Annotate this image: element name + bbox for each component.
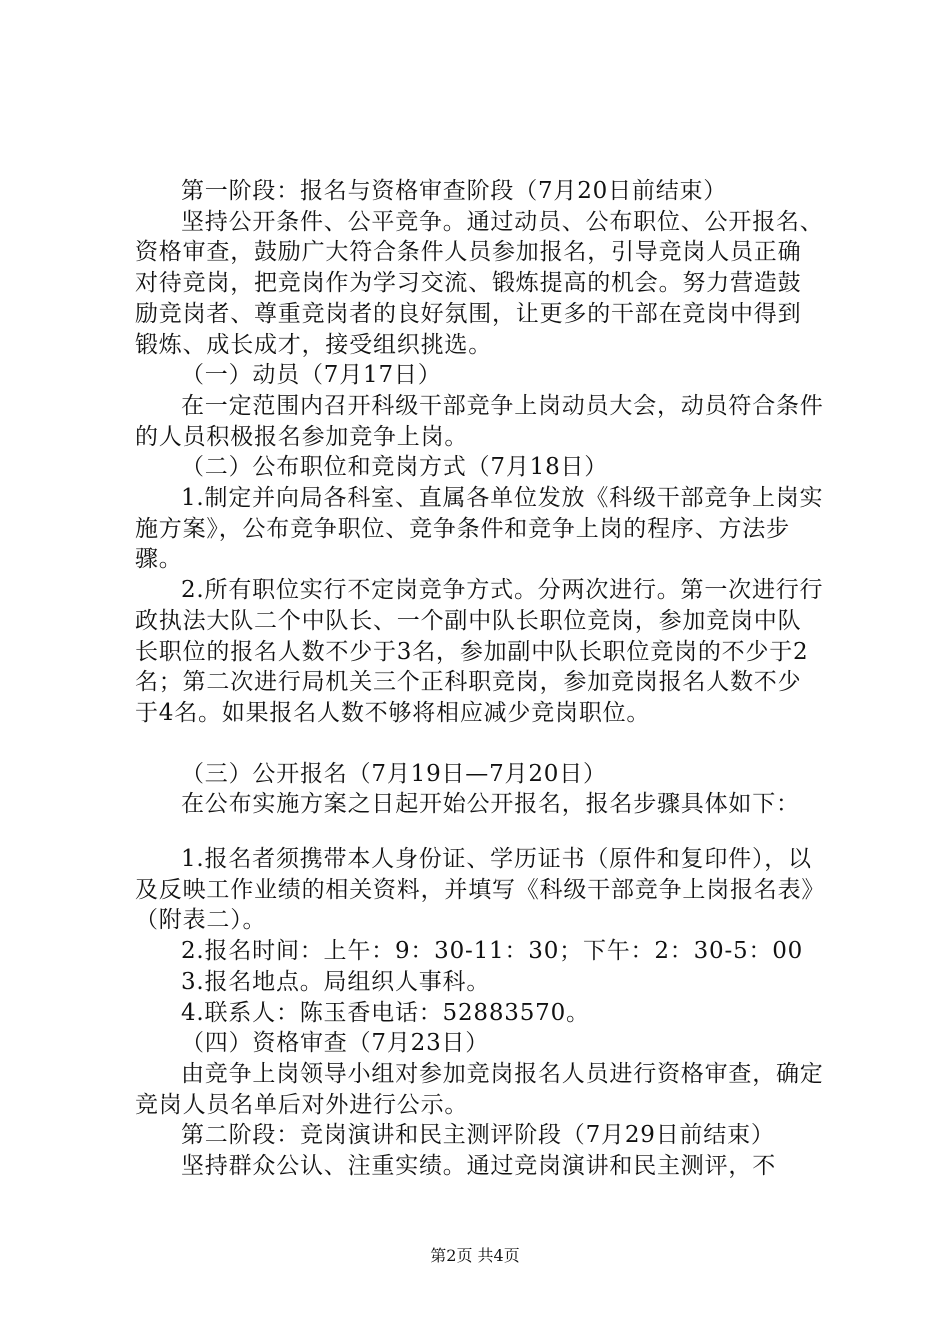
registration-intro: 在公布实施方案之日起开始公开报名，报名步骤具体如下：: [181, 791, 800, 818]
page-footer: 第2页 共4页: [430, 1246, 520, 1265]
stage-two-heading: 第二阶段：竞岗演讲和民主测评阶段（7月29日前结束）: [181, 1122, 775, 1149]
registration-item-1: 1.报名者须携带本人身份证、学历证书（原件和复印件），以及反映工作业绩的相关资料，并填写《科级干部竞争上岗报名表》（附表二）。: [135, 846, 814, 934]
document-body: [135, 176, 825, 1182]
section-qualification-heading: （四）资格审查（7月23日）: [181, 1030, 490, 1057]
announce-item-2: 2.所有职位实行不定岗竞争方式。分两次进行。第一次进行行政执法大队二个中队长、一个副中队长职位竞岗，参加竞岗中队长职位的报名人数不少于3名，参加副中队长职位竞岗的不少于2名；第二次进行局机关三个正科职竞岗，参加竞岗报名人数不少于4名。如果报名人数不够将相应减少竞岗职位。: [135, 577, 824, 726]
announce-item-1: 1.制定并向局各科室、直属各单位发放《科级干部竞争上岗实施方案》，公布竞争职位、竞争条件和竞争上岗的程序、方法步骤。: [135, 485, 824, 573]
stage-one-heading: 第一阶段：报名与资格审查阶段（7月20日前结束）: [181, 178, 728, 204]
section-mobilization-heading: （一）动员（7月17日）: [181, 362, 442, 389]
stage-two-description: 坚持群众公认、注重实绩。通过竞岗演讲和民主测评，不: [181, 1153, 776, 1180]
qualification-text: 由竞争上岗领导小组对参加竞岗报名人员进行资格审查，确定竞岗人员名单后对外进行公示。: [135, 1060, 824, 1118]
registration-item-2: 2.报名时间：上午：9：30-11：30；下午：2：30-5：00: [181, 938, 804, 965]
registration-item-4: 4.联系人：陈玉香电话：52883570。: [181, 999, 590, 1026]
section-mobilization-text: 在一定范围内召开科级干部竞争上岗动员大会，动员符合条件的人员积极报名参加竞争上岗。: [135, 392, 824, 450]
section-registration-heading: （三）公开报名（7月19日—7月20日）: [181, 760, 607, 787]
stage-one-description: 坚持公开条件、公平竞争。通过动员、公布职位、公开报名、资格审查，鼓励广大符合条件人员参加报名，引导竞岗人员正确对待竞岗，把竞岗作为学习交流、锻炼提高的机会。努力营造鼓励竞岗者、尊重竞岗者的良好氛围，让更多的干部在竞岗中得到锻炼、成长成才，接受组织挑选。: [135, 208, 824, 358]
registration-item-3: 3.报名地点。局组织人事科。: [181, 968, 491, 995]
section-announce-heading: （二）公布职位和竞岗方式（7月18日）: [181, 454, 609, 481]
